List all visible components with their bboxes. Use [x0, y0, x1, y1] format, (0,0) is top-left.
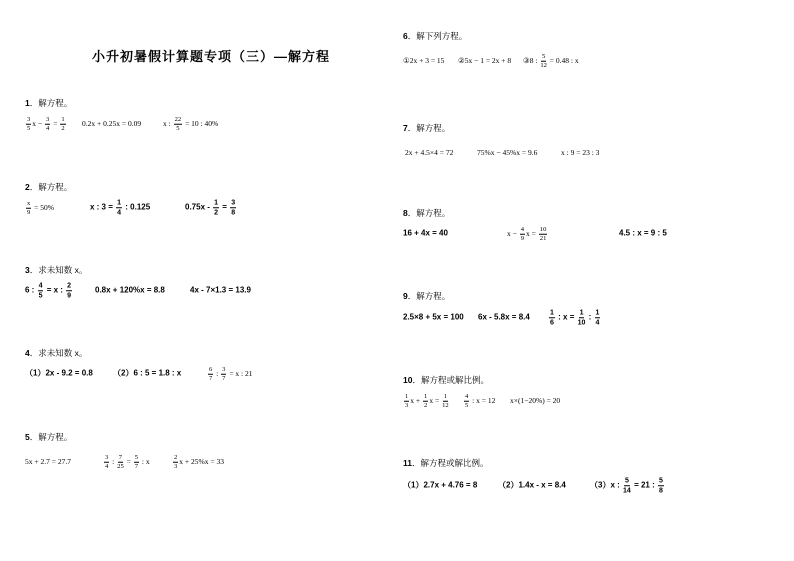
- equation-text: : x: [140, 456, 150, 466]
- question-instruction: ．求未知数 x。: [29, 265, 88, 275]
- fraction-numerator: 3: [222, 365, 226, 373]
- equation-text: : x =: [555, 312, 577, 322]
- equation-3-3: [190, 287, 251, 296]
- question-11: [403, 458, 773, 508]
- fraction-numerator: x: [27, 199, 31, 207]
- equation-text: ①2x + 3 = 15: [403, 55, 445, 65]
- equation-6-3: [523, 53, 579, 70]
- question-1: [25, 98, 395, 148]
- question-5: [25, 432, 395, 482]
- equation-4-1: [25, 370, 93, 379]
- fraction-denominator: 2: [214, 209, 219, 216]
- fraction-denominator: 5: [27, 125, 31, 132]
- fraction-numerator: 1: [443, 392, 447, 400]
- fraction: [623, 477, 631, 495]
- question-6: [403, 31, 773, 81]
- equation-text: x : 3 =: [90, 202, 116, 212]
- fraction-numerator: 1: [424, 392, 428, 400]
- question-1-heading: [25, 98, 72, 108]
- fraction-numerator: 3: [230, 199, 236, 208]
- equation-text: = 0.48 : x: [547, 55, 579, 65]
- fraction-numerator: 4: [38, 282, 44, 291]
- fraction-denominator: 7: [209, 375, 213, 382]
- fraction: [60, 116, 65, 133]
- fraction-denominator: 4: [117, 209, 122, 216]
- equation-text: （1）2.7x + 4.76 = 8: [403, 480, 478, 490]
- fraction-numerator: 5: [134, 453, 139, 461]
- equation-text: 6x - 5.8x = 8.4: [478, 312, 530, 322]
- question-instruction: ．解方程。: [407, 123, 451, 133]
- fraction: [578, 309, 586, 327]
- fraction-denominator: 9: [67, 292, 72, 299]
- fraction-numerator: 7: [118, 453, 123, 461]
- fraction-denominator: 12: [442, 402, 449, 409]
- fraction: [464, 393, 469, 410]
- question-instruction: ．解方程或解比例。: [412, 375, 489, 385]
- fraction-numerator: 3: [46, 115, 50, 123]
- worksheet-title: 小升初暑假计算题专项（三）—解方程: [92, 49, 331, 64]
- equation-text: 4.5 : x = 9 : 5: [619, 228, 667, 238]
- fraction-numerator: 4: [520, 225, 525, 233]
- fraction: [539, 226, 548, 243]
- fraction: [595, 309, 601, 327]
- equation-text: 4x - 7×1.3 = 13.9: [190, 285, 251, 295]
- question-4-heading: [25, 348, 87, 358]
- fraction: [549, 309, 555, 327]
- equation-6-2: [458, 57, 511, 65]
- equation-text: 16 + 4x = 40: [403, 228, 448, 238]
- question-instruction: ．解方程。: [407, 291, 451, 301]
- question-9: [403, 291, 773, 341]
- fraction-numerator: 3: [27, 115, 31, 123]
- question-2-heading: [25, 182, 72, 192]
- fraction-numerator: 1: [595, 309, 601, 318]
- question-number: 10: [403, 375, 413, 385]
- equation-text: = 21 :: [631, 480, 657, 490]
- fraction-denominator: 4: [46, 125, 50, 132]
- question-10: [403, 375, 773, 425]
- question-7: [403, 123, 773, 173]
- question-7-heading: [403, 123, 450, 133]
- equation-11-1: [403, 482, 477, 491]
- equation-text: x −: [32, 118, 45, 128]
- fraction-numerator: 1: [116, 199, 122, 208]
- fraction: [404, 393, 409, 410]
- equation-3-2: [95, 287, 165, 296]
- equation-10-3: [510, 397, 560, 405]
- equation-text: =: [124, 456, 133, 466]
- equation-5-3: [172, 454, 224, 471]
- equation-7-2: [477, 149, 537, 157]
- equation-text: 5x + 2.7 = 27.7: [25, 456, 71, 466]
- fraction: [174, 116, 183, 133]
- equation-9-2: [478, 314, 530, 323]
- question-11-heading: [403, 458, 489, 468]
- question-number: 6: [403, 31, 408, 41]
- fraction: [66, 282, 72, 300]
- equation-8-3: [619, 230, 667, 239]
- question-8-heading: [403, 208, 450, 218]
- fraction-numerator: 2: [174, 453, 178, 461]
- fraction-numerator: 1: [549, 309, 555, 318]
- fraction-denominator: 4: [105, 463, 109, 470]
- fraction-denominator: 7: [222, 375, 226, 382]
- fraction: [208, 366, 213, 383]
- question-instruction: ．解方程。: [29, 182, 73, 192]
- question-instruction: ．求未知数 x。: [29, 348, 88, 358]
- fraction: [173, 454, 178, 471]
- question-number: 4: [25, 348, 30, 358]
- equation-5-2: [103, 454, 150, 471]
- fraction-numerator: 1: [405, 392, 409, 400]
- equation-text: x + 25%x = 33: [179, 456, 225, 466]
- fraction: [230, 199, 236, 217]
- question-number: 8: [403, 208, 408, 218]
- equation-text: x :: [163, 118, 173, 128]
- fraction-denominator: 7: [134, 463, 139, 470]
- equation-text: （3）x :: [590, 480, 623, 490]
- equation-5-1: [25, 458, 71, 466]
- question-9-heading: [403, 291, 450, 301]
- fraction-numerator: 5: [541, 52, 546, 60]
- fraction-denominator: 9: [27, 209, 31, 216]
- equation-text: （2）1.4x - x = 8.4: [498, 480, 566, 490]
- question-instruction: ．解方程。: [29, 98, 73, 108]
- equation-3-1: [25, 282, 73, 300]
- equation-text: （1）2x - 9.2 = 0.8: [25, 368, 93, 378]
- fraction: [442, 393, 449, 410]
- question-instruction: ．解方程。: [29, 432, 73, 442]
- equation-1-3: [163, 116, 218, 133]
- fraction: [520, 226, 525, 243]
- fraction-denominator: 14: [623, 487, 631, 494]
- question-instruction: ．解方程或解比例。: [412, 458, 489, 468]
- fraction-numerator: 5: [624, 477, 630, 486]
- question-number: 3: [25, 265, 30, 275]
- equation-text: :: [586, 312, 594, 322]
- equation-8-1: [403, 230, 448, 239]
- equation-text: 2.5×8 + 5x = 100: [403, 312, 464, 322]
- question-2: [25, 182, 395, 232]
- fraction-denominator: 9: [520, 235, 525, 242]
- equation-text: 75%x − 45%x = 9.6: [477, 147, 538, 157]
- fraction: [38, 282, 44, 300]
- equation-text: x×(1−20%) = 20: [510, 395, 561, 405]
- fraction-numerator: 3: [105, 453, 109, 461]
- fraction: [104, 454, 109, 471]
- equation-text: x +: [410, 395, 423, 405]
- fraction-denominator: 21: [539, 235, 547, 242]
- fraction-denominator: 8: [231, 209, 236, 216]
- fraction-numerator: 5: [658, 477, 664, 486]
- equation-text: 2x + 4.5×4 = 72: [405, 147, 454, 157]
- fraction: [116, 199, 122, 217]
- equation-4-2: [113, 370, 181, 379]
- equation-8-2: [507, 226, 548, 243]
- equation-text: : x = 12: [470, 395, 496, 405]
- fraction-denominator: 3: [174, 463, 178, 470]
- equation-4-3: [207, 366, 253, 383]
- equation-10-2: [463, 393, 495, 410]
- question-number: 5: [25, 432, 30, 442]
- equation-text: x −: [507, 228, 519, 238]
- equation-text: :: [110, 456, 117, 466]
- equation-text: 0.75x -: [185, 202, 213, 212]
- fraction-denominator: 3: [405, 402, 409, 409]
- equation-text: :: [214, 368, 221, 378]
- equation-2-3: [185, 199, 237, 217]
- question-8: [403, 208, 773, 258]
- equation-text: 0.2x + 0.25x = 0.09: [82, 118, 142, 128]
- fraction-denominator: 12: [540, 62, 547, 69]
- fraction: [117, 454, 124, 471]
- fraction-denominator: 25: [117, 463, 124, 470]
- equation-text: x =: [526, 228, 538, 238]
- fraction-denominator: 8: [658, 487, 663, 494]
- equation-text: = x : 21: [227, 368, 253, 378]
- fraction-numerator: 6: [209, 365, 213, 373]
- question-number: 2: [25, 182, 30, 192]
- equation-text: = x :: [44, 285, 66, 295]
- equation-7-1: [405, 149, 453, 157]
- equation-1-1: [25, 116, 67, 133]
- equation-text: = 10 : 40%: [183, 118, 219, 128]
- equation-text: : 0.125: [123, 202, 151, 212]
- question-6-heading: [403, 31, 467, 41]
- equation-6-1: [403, 57, 444, 65]
- equation-text: = 50%: [32, 202, 55, 212]
- fraction: [45, 116, 50, 133]
- question-3: [25, 265, 395, 315]
- question-5-heading: [25, 432, 72, 442]
- equation-text: 6 :: [25, 285, 37, 295]
- fraction: [221, 366, 226, 383]
- equation-text: =: [51, 118, 60, 128]
- fraction-numerator: 22: [174, 115, 182, 123]
- equation-11-2: [498, 482, 566, 491]
- question-10-heading: [403, 375, 489, 385]
- equation-2-2: [90, 199, 150, 217]
- fraction: [134, 454, 139, 471]
- equation-2-1: [25, 200, 54, 217]
- equation-text: x =: [429, 395, 442, 405]
- equation-text: =: [220, 202, 230, 212]
- equation-1-2: [82, 120, 141, 128]
- question-number: 7: [403, 123, 408, 133]
- equation-9-1: [403, 314, 464, 323]
- equation-text: （2）6 : 5 = 1.8 : x: [113, 368, 182, 378]
- question-number: 11: [403, 458, 412, 468]
- fraction-numerator: 4: [465, 392, 469, 400]
- fraction-denominator: 2: [61, 125, 65, 132]
- fraction-denominator: 5: [176, 125, 180, 132]
- fraction-numerator: 2: [66, 282, 72, 291]
- equation-10-1: [403, 393, 450, 410]
- fraction: [658, 477, 664, 495]
- question-4: [25, 348, 395, 398]
- equation-text: 0.8x + 120%x = 8.8: [95, 285, 165, 295]
- equation-9-3: [548, 309, 601, 327]
- fraction-denominator: 6: [550, 319, 554, 326]
- fraction: [26, 116, 31, 133]
- fraction-numerator: 1: [579, 309, 585, 318]
- question-instruction: ．解方程。: [407, 208, 451, 218]
- fraction: [423, 393, 428, 410]
- question-instruction: ．解下列方程。: [407, 31, 468, 41]
- fraction-denominator: 10: [577, 319, 586, 326]
- question-number: 1: [25, 98, 30, 108]
- equation-text: ②5x − 1 = 2x + 8: [458, 55, 512, 65]
- fraction-denominator: 5: [465, 402, 469, 409]
- fraction: [26, 200, 31, 217]
- equation-11-3: [590, 477, 665, 495]
- fraction-denominator: 4: [595, 319, 600, 326]
- equation-text: x : 9 = 23 : 3: [561, 147, 600, 157]
- equation-7-3: [561, 149, 599, 157]
- question-number: 9: [403, 291, 408, 301]
- fraction-numerator: 1: [213, 199, 219, 208]
- fraction: [213, 199, 219, 217]
- fraction: [540, 53, 547, 70]
- fraction-denominator: 2: [424, 402, 428, 409]
- equation-text: ③8 :: [523, 55, 540, 65]
- fraction-numerator: 10: [539, 225, 547, 233]
- fraction-denominator: 5: [38, 292, 43, 299]
- question-3-heading: [25, 265, 87, 275]
- fraction-numerator: 1: [61, 115, 65, 123]
